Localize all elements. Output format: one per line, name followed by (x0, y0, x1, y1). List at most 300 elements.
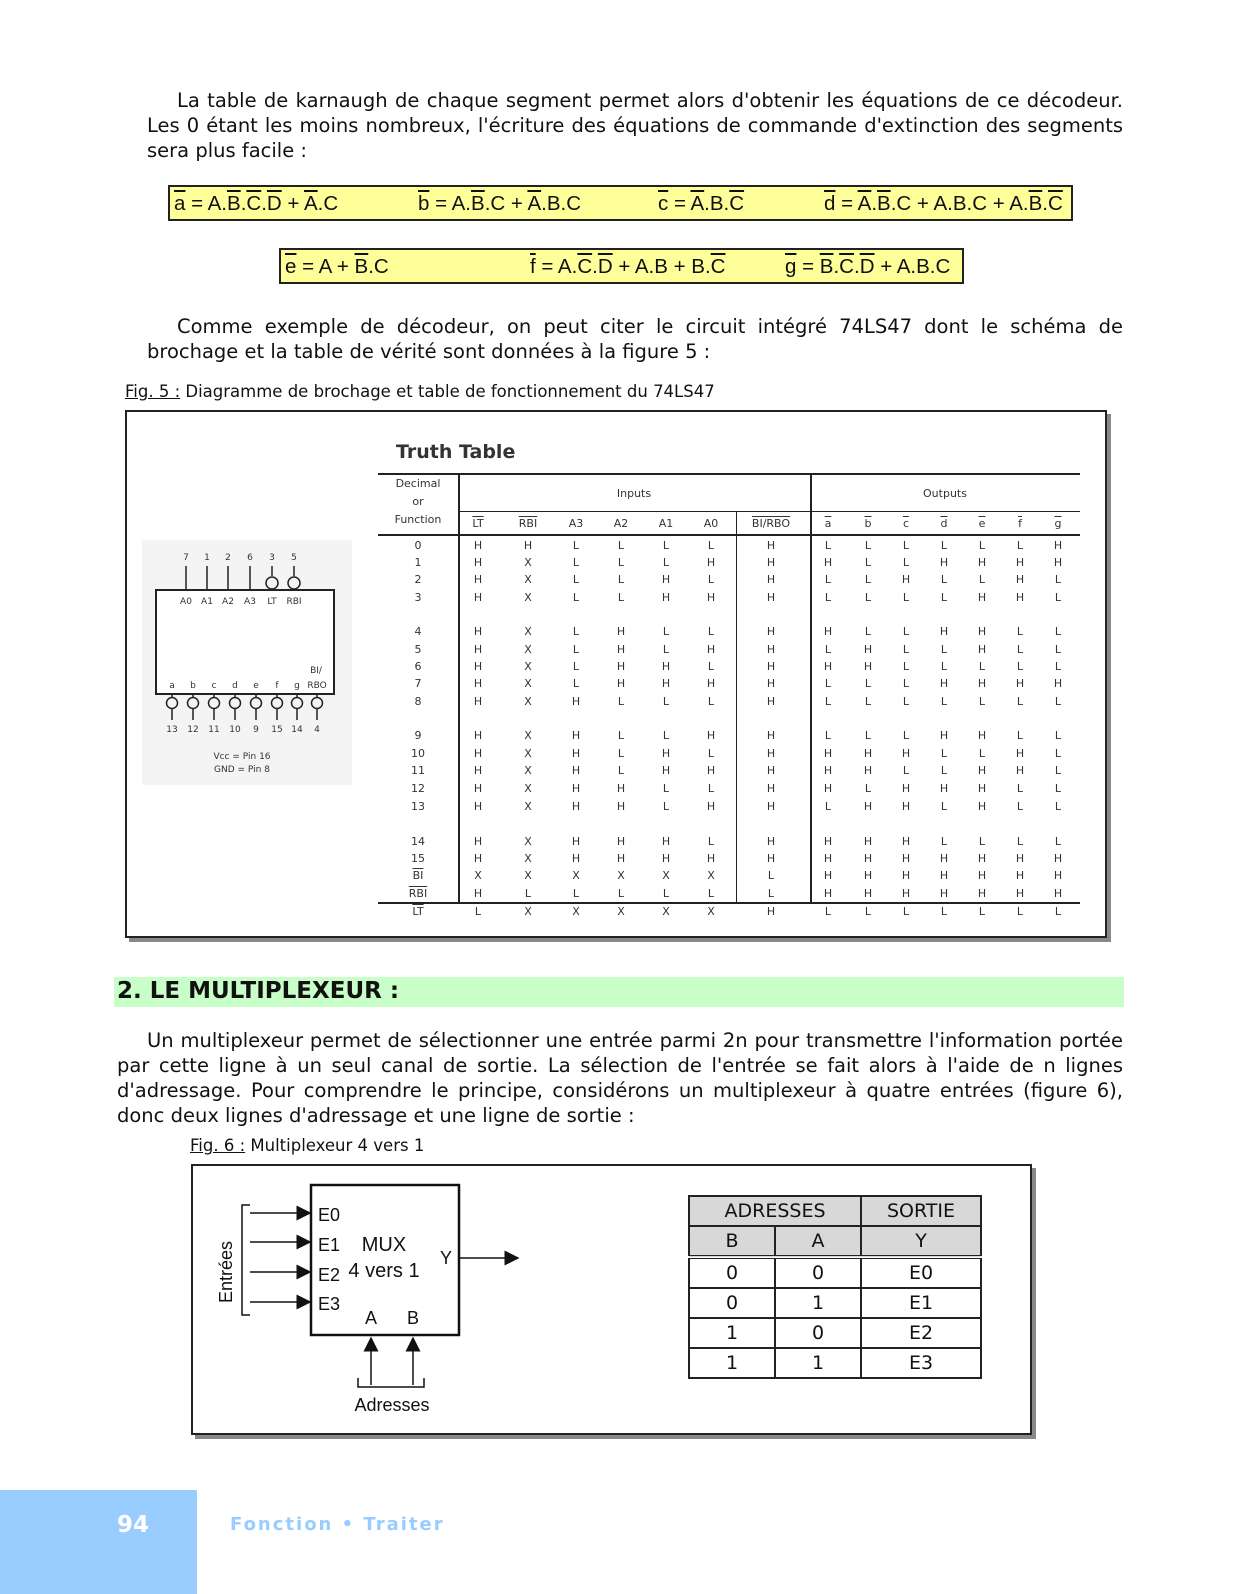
intro-paragraph (147, 88, 1123, 163)
col-header-c: $\overline{c}$ (902, 517, 910, 530)
table-cell: H (661, 573, 671, 586)
table-cell: L (902, 591, 910, 604)
table-cell: H (823, 782, 833, 795)
table-cell: H (977, 800, 987, 813)
gnd-label: GND = Pin 8 (214, 765, 270, 775)
table-cell: X (524, 591, 532, 604)
table-cell: L (902, 695, 910, 708)
table-cell: H (473, 625, 483, 638)
table-cell: H (661, 660, 671, 673)
table-cell: L (1054, 660, 1062, 673)
table-cell: L (707, 573, 715, 586)
table-cell: L (1016, 729, 1024, 742)
row-label: $\overline{RBI}$ (408, 887, 428, 900)
header-sortie: SORTIE (861, 1196, 981, 1226)
top-pin-2: 1 (204, 553, 210, 563)
bottom-label-6: f (275, 681, 279, 691)
table-cell: X (662, 869, 670, 882)
table-cell: L (707, 695, 715, 708)
table-cell: L (617, 556, 625, 569)
table-cell: H (766, 782, 776, 795)
fig6-caption (190, 1136, 424, 1155)
footer-block (0, 1490, 197, 1594)
table-cell: X (524, 852, 532, 865)
table-cell: H (823, 869, 833, 882)
table-cell: L (1016, 905, 1024, 918)
table-cell: H (1015, 677, 1025, 690)
table-cell: L (662, 539, 670, 552)
top-label-3: A2 (222, 597, 234, 607)
table-cell: H (473, 677, 483, 690)
table-cell: H (823, 887, 833, 900)
table-cell: L (978, 573, 986, 586)
col-header-a1: A1 (658, 517, 674, 530)
table-cell: H (863, 800, 873, 813)
table-cell: H (766, 852, 776, 865)
table-cell: H (977, 887, 987, 900)
row-label: 7 (414, 677, 422, 690)
table-cell: H (1015, 573, 1025, 586)
cell: E2 (861, 1318, 981, 1348)
table-cell: H (473, 835, 483, 848)
table-cell: H (1053, 852, 1063, 865)
table-cell: L (1016, 695, 1024, 708)
row-label: 13 (411, 800, 425, 813)
table-cell: H (766, 591, 776, 604)
table-cell: X (524, 677, 532, 690)
intro-text: La table de karnaugh de chaque segment permet alors d'obtenir les équations de ce décodeur. Les 0 étant les moins nombreux, l'écriture des équations de commande d'extinction des segments sera plus facile : (147, 89, 1123, 162)
table-cell: L (662, 695, 670, 708)
table-cell: X (662, 905, 670, 918)
bottom-pin-6: 15 (271, 725, 283, 735)
table-rule (810, 473, 812, 904)
table-cell: L (572, 643, 580, 656)
table-cell: L (978, 660, 986, 673)
table-cell: H (616, 782, 626, 795)
row-label: 5 (414, 643, 422, 656)
table-cell: X (572, 905, 580, 918)
decimal-header: Decimal or Function (394, 477, 442, 526)
header-b: B (689, 1226, 775, 1257)
table-cell: H (766, 835, 776, 848)
table-cell: X (474, 869, 482, 882)
table-cell: L (474, 905, 482, 918)
input-e0: E0 (318, 1205, 341, 1225)
table-cell: H (823, 556, 833, 569)
table-cell: L (902, 677, 910, 690)
table-cell: L (617, 887, 625, 900)
table-cell: H (977, 852, 987, 865)
table-cell: H (473, 764, 483, 777)
table-cell: H (616, 643, 626, 656)
table-cell: L (940, 764, 948, 777)
table-cell: L (1054, 591, 1062, 604)
table-row (689, 1318, 981, 1348)
equation-f: $\overline{f} = A.\overline{C}.\overline{D} + A.B + B.\overline{C}$ (530, 255, 726, 278)
col-header-a3: A3 (568, 517, 584, 530)
bottom-pin-5: 9 (253, 725, 259, 735)
top-pin-5: 3 (269, 553, 275, 563)
table-cell: H (901, 782, 911, 795)
example-text: Comme exemple de décodeur, on peut citer le circuit intégré 74LS47 dont le schéma de brochage et la table de vérité sont données à la figure 5 : (147, 315, 1123, 363)
table-cell: H (766, 643, 776, 656)
table-cell: L (617, 695, 625, 708)
table-cell: H (766, 764, 776, 777)
table-cell: L (572, 573, 580, 586)
row-label: 15 (411, 852, 425, 865)
table-cell: H (939, 556, 949, 569)
table-cell: H (661, 852, 671, 865)
table-cell: L (940, 591, 948, 604)
table-cell: L (864, 729, 872, 742)
table-cell: H (977, 591, 987, 604)
table-rule (458, 473, 460, 904)
table-cell: L (1016, 643, 1024, 656)
table-cell: L (572, 660, 580, 673)
table-cell: L (824, 695, 832, 708)
table-cell: H (863, 643, 873, 656)
table-cell: X (524, 643, 532, 656)
header-adresses: ADRESSES (689, 1196, 861, 1226)
table-cell: H (473, 660, 483, 673)
table-cell: H (661, 764, 671, 777)
table-cell: H (706, 852, 716, 865)
equation-e: $\overline{e} = A + \overline{B}.C$ (285, 255, 389, 278)
col-header-a2: A2 (613, 517, 629, 530)
table-cell: L (978, 695, 986, 708)
table-cell: H (863, 887, 873, 900)
section-heading (114, 977, 1124, 1007)
table-cell: L (1016, 800, 1024, 813)
equation-d: $\overline{d} = \overline{A}.\overline{B}.C + A.B.C + A.\overline{B}.\overline{C}$ (824, 192, 1063, 215)
table-cell: L (1054, 764, 1062, 777)
table-cell: L (902, 660, 910, 673)
table-cell: L (978, 747, 986, 760)
top-pin-1: 7 (183, 553, 189, 563)
table-cell: H (823, 764, 833, 777)
addr-pin-a: A (364, 1308, 378, 1328)
table-cell: H (1015, 887, 1025, 900)
table-cell: L (1054, 695, 1062, 708)
top-pin-3: 2 (225, 553, 231, 563)
table-cell: H (977, 643, 987, 656)
row-label: 2 (414, 573, 422, 586)
addresses-label: Adresses (354, 1395, 430, 1415)
table-cell: L (617, 573, 625, 586)
table-cell: L (572, 539, 580, 552)
fig5-label: Fig. 5 : (125, 382, 181, 401)
table-cell: L (617, 539, 625, 552)
table-cell: H (473, 782, 483, 795)
cell: E1 (861, 1288, 981, 1318)
row-label: $\overline{LT}$ (412, 905, 424, 918)
top-label-5: LT (267, 597, 277, 607)
table-cell: L (707, 782, 715, 795)
table-cell: H (1053, 539, 1063, 552)
input-e2: E2 (318, 1265, 341, 1285)
bottom-label-8: RBO (307, 681, 327, 691)
table-cell: H (473, 800, 483, 813)
table-cell: H (473, 643, 483, 656)
fig6-caption-text: Multiplexeur 4 vers 1 (250, 1136, 425, 1155)
table-cell: L (864, 625, 872, 638)
table-cell: H (473, 573, 483, 586)
mux-paragraph (117, 1028, 1123, 1128)
bottom-label-1: a (169, 681, 175, 691)
table-cell: L (978, 905, 986, 918)
table-cell: H (939, 852, 949, 865)
table-cell: H (616, 835, 626, 848)
table-cell: H (939, 887, 949, 900)
table-cell: H (571, 695, 581, 708)
table-cell: H (1053, 677, 1063, 690)
table-cell: L (572, 677, 580, 690)
table-cell: X (524, 800, 532, 813)
table-cell: H (616, 852, 626, 865)
table-cell: H (661, 591, 671, 604)
table-cell: H (473, 852, 483, 865)
table-cell: H (1015, 747, 1025, 760)
truth-table-title: Truth Table (396, 441, 516, 463)
cell: 0 (775, 1257, 861, 1288)
col-header-lt: $\overline{LT}$ (472, 517, 484, 530)
table-cell: L (940, 835, 948, 848)
table-cell: H (766, 573, 776, 586)
table-cell: H (766, 539, 776, 552)
table-cell: L (902, 729, 910, 742)
table-rule (458, 511, 1080, 512)
col-header-b: $\overline{b}$ (864, 517, 872, 530)
table-cell: H (1015, 591, 1025, 604)
cell: 1 (689, 1348, 775, 1378)
table-cell: H (939, 729, 949, 742)
table-cell: L (864, 539, 872, 552)
table-cell: H (823, 660, 833, 673)
top-pin-6: 5 (291, 553, 297, 563)
table-rule (736, 511, 737, 904)
fig5-caption-text: Diagramme de brochage et table de fonctionnement du 74LS47 (185, 382, 715, 401)
table-cell: H (766, 677, 776, 690)
table-cell: H (706, 677, 716, 690)
table-cell: H (939, 677, 949, 690)
top-pin-4: 6 (247, 553, 253, 563)
table-cell: H (706, 556, 716, 569)
addresses-bracket (358, 1378, 424, 1387)
row-label: 6 (414, 660, 422, 673)
row-label: 12 (411, 782, 425, 795)
table-cell: L (1054, 643, 1062, 656)
table-cell: X (524, 695, 532, 708)
table-cell: L (707, 625, 715, 638)
table-cell: H (939, 782, 949, 795)
equation-c: $\overline{c} = \overline{A}.B.\overline{C}$ (658, 192, 745, 215)
table-cell: L (1016, 660, 1024, 673)
table-cell: L (940, 643, 948, 656)
table-cell: L (824, 905, 832, 918)
table-cell: L (902, 905, 910, 918)
table-cell: H (571, 764, 581, 777)
table-cell: H (1015, 852, 1025, 865)
table-cell: X (524, 625, 532, 638)
table-cell: L (940, 660, 948, 673)
table-cell: H (901, 747, 911, 760)
row-label: 0 (414, 539, 422, 552)
table-cell: H (616, 800, 626, 813)
bottom-pin-4: 10 (229, 725, 241, 735)
table-cell: H (823, 852, 833, 865)
table-cell: L (824, 573, 832, 586)
bi-label: BI/ (310, 666, 322, 676)
table-cell: H (766, 695, 776, 708)
table-cell: H (661, 747, 671, 760)
table-cell: H (1053, 887, 1063, 900)
row-label: $\overline{BI}$ (412, 869, 424, 882)
table-cell: L (824, 677, 832, 690)
table-cell: L (902, 539, 910, 552)
table-cell: L (902, 643, 910, 656)
row-label: 11 (411, 764, 425, 777)
cell: 1 (689, 1318, 775, 1348)
bottom-pin-1: 13 (166, 725, 178, 735)
input-e3: E3 (318, 1294, 341, 1314)
table-cell: L (707, 747, 715, 760)
table-cell: H (523, 539, 533, 552)
table-cell: H (863, 852, 873, 865)
output-y: Y (439, 1248, 453, 1268)
table-cell: H (766, 625, 776, 638)
mux-truth-table (688, 1195, 982, 1379)
table-cell: L (767, 887, 775, 900)
col-header-a0: A0 (703, 517, 719, 530)
table-cell: L (1054, 747, 1062, 760)
vcc-label: Vcc = Pin 16 (213, 752, 271, 762)
row-label: 14 (411, 835, 425, 848)
table-cell: L (978, 539, 986, 552)
cell: 1 (775, 1348, 861, 1378)
top-label-2: A1 (201, 597, 213, 607)
table-cell: H (766, 905, 776, 918)
table-cell: H (977, 729, 987, 742)
table-cell: L (864, 782, 872, 795)
table-cell: H (1053, 556, 1063, 569)
table-cell: L (940, 800, 948, 813)
outputs-header: Outputs (923, 487, 967, 500)
top-label-6: RBI (286, 597, 302, 607)
table-cell: H (571, 729, 581, 742)
equation-g: $\overline{g} = \overline{B}.\overline{C}.\overline{D} + A.B.C$ (785, 255, 951, 278)
mux-label-1: MUX (361, 1234, 407, 1256)
table-cell: H (473, 729, 483, 742)
table-cell: L (1054, 905, 1062, 918)
table-cell: L (572, 625, 580, 638)
table-cell: L (1054, 625, 1062, 638)
table-cell: L (572, 887, 580, 900)
table-cell: L (902, 625, 910, 638)
table-cell: X (524, 660, 532, 673)
table-cell: L (617, 764, 625, 777)
bottom-pin-3: 11 (208, 725, 220, 735)
col-header-rbi: $\overline{RBI}$ (518, 517, 538, 530)
truth-table (378, 443, 1088, 926)
table-cell: H (766, 747, 776, 760)
table-cell: H (473, 695, 483, 708)
table-cell: H (977, 556, 987, 569)
table-cell: L (864, 905, 872, 918)
table-cell: L (940, 539, 948, 552)
mux-text: Un multiplexeur permet de sélectionner une entrée parmi 2n pour transmettre l'information portée par cette ligne à un seul canal de sortie. La sélection de l'entrée se fait alors à l'aide de n lignes d'adressage. Pour comprendre le principe, considérons un multiplexeur à quatre entrées (figure 6), donc deux lignes d'adressage et une ligne de sortie : (117, 1029, 1123, 1127)
table-cell: L (662, 800, 670, 813)
table-cell: L (617, 591, 625, 604)
table-cell: L (1054, 573, 1062, 586)
section-title: 2. LE MULTIPLEXEUR : (117, 978, 400, 1004)
table-cell: H (863, 747, 873, 760)
table-cell: X (707, 869, 715, 882)
table-cell: L (662, 887, 670, 900)
fig5-caption (125, 382, 715, 401)
table-cell: L (864, 677, 872, 690)
table-cell: H (706, 591, 716, 604)
table-cell: H (863, 660, 873, 673)
table-cell: H (901, 869, 911, 882)
table-cell: H (706, 643, 716, 656)
mux-diagram (210, 1180, 530, 1420)
table-cell: H (616, 625, 626, 638)
bottom-label-3: c (211, 681, 217, 691)
table-cell: L (824, 539, 832, 552)
table-cell: H (661, 835, 671, 848)
table-cell: H (939, 625, 949, 638)
table-cell: L (617, 729, 625, 742)
pinout-diagram (142, 540, 352, 785)
cell: 0 (689, 1288, 775, 1318)
cell: 1 (775, 1288, 861, 1318)
table-cell: H (823, 747, 833, 760)
table-cell: X (524, 835, 532, 848)
table-cell: L (824, 729, 832, 742)
table-cell: L (1016, 625, 1024, 638)
table-cell: L (864, 591, 872, 604)
addr-pin-b: B (406, 1308, 420, 1328)
page-number: 94 (117, 1512, 150, 1538)
table-cell: H (977, 764, 987, 777)
table-cell: H (571, 800, 581, 813)
cell: 0 (775, 1318, 861, 1348)
table-cell: X (524, 729, 532, 742)
table-cell: H (977, 625, 987, 638)
col-header-bi-rbo: BI/RBO (751, 517, 791, 530)
bottom-pin-8: 4 (314, 725, 320, 735)
table-cell: L (1054, 782, 1062, 795)
table-row (689, 1288, 981, 1318)
table-cell: L (1054, 800, 1062, 813)
table-cell: X (524, 764, 532, 777)
equations-box-2 (279, 248, 964, 284)
cell: E0 (861, 1257, 981, 1288)
bottom-label-5: e (253, 681, 259, 691)
table-cell: X (524, 782, 532, 795)
row-label: 3 (414, 591, 422, 604)
col-header-f: $\overline{f}$ (1018, 517, 1022, 530)
row-label: 4 (414, 625, 422, 638)
entries-label: Entrées (216, 1240, 236, 1304)
header-a: A (775, 1226, 861, 1257)
header-y: Y (861, 1226, 981, 1257)
table-cell: H (473, 556, 483, 569)
table-cell: X (617, 905, 625, 918)
table-cell: H (706, 800, 716, 813)
table-cell: X (617, 869, 625, 882)
table-cell: L (617, 747, 625, 760)
